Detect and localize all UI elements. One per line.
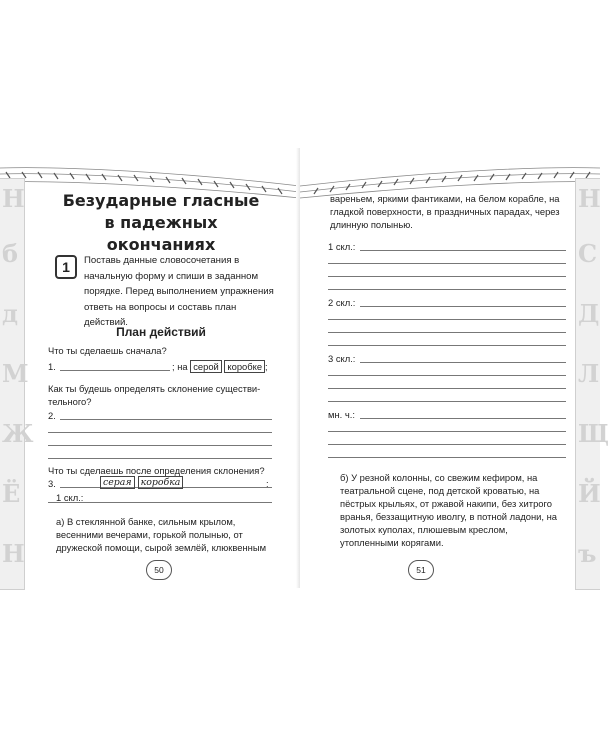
answer-line[interactable] — [328, 345, 566, 346]
answer-line[interactable] — [48, 502, 272, 503]
answer-line[interactable] — [60, 370, 170, 371]
answer-line[interactable] — [60, 419, 272, 420]
answer-line[interactable] — [328, 457, 566, 458]
declension-1-label: 1 скл.: — [328, 241, 356, 252]
page-number: 51 — [408, 560, 434, 580]
step-1-number: 1. — [48, 361, 56, 372]
question-2-line1: Как ты будешь определять склонение существи- — [48, 383, 261, 394]
answer-line[interactable] — [328, 401, 566, 402]
answer-line[interactable] — [328, 289, 566, 290]
declension-label: 1 скл.: — [56, 492, 84, 503]
answer-line[interactable] — [328, 276, 566, 277]
alphabet-strip-left: Н б д М Ж Ё Н — [0, 178, 25, 590]
answer-line[interactable] — [360, 306, 566, 307]
answer-line[interactable] — [48, 458, 272, 459]
answer-line[interactable] — [360, 250, 566, 251]
declension-2-label: 2 скл.: — [328, 297, 356, 308]
answer-line[interactable] — [328, 319, 566, 320]
step-3-number: 3. — [48, 478, 56, 489]
answer-line[interactable] — [328, 375, 566, 376]
exercise-part-b: б) У резной колонны, со свежим кефиром, на театральной сцене, под детской кроватью, на пёстрых крыльях, от ржавой накипи, без хитрого вранья, беззащитную иволгу, в потной ладони, на золотых куполах, плюшевым креслом, утопленными корягами. — [340, 472, 558, 548]
exercise-part-a: а) В стеклянной банке, сильным крылом, весенними вечерами, горькой полынью, от дружеской помощи, сырой землёй, клюквенным — [56, 516, 267, 553]
answer-line[interactable] — [360, 362, 566, 363]
answer-line[interactable] — [328, 444, 566, 445]
right-page — [300, 148, 609, 588]
question-2-line2: тельного? — [48, 396, 92, 407]
question-1: Что ты сделаешь сначала? — [48, 345, 167, 356]
left-page — [0, 148, 300, 588]
answer-line[interactable] — [328, 431, 566, 432]
exercise-number-badge: 1 — [55, 255, 77, 279]
page-number: 50 — [146, 560, 172, 580]
page-title: Безударные гласные в падежных окончаниях — [62, 191, 260, 254]
step-1-example: ; на серой коробке ; — [172, 361, 268, 372]
answer-line[interactable] — [48, 445, 272, 446]
plan-title: План действий — [116, 325, 206, 339]
step-3-handwritten-example: серая коробка — [100, 476, 183, 489]
question-3: Что ты сделаешь после определения склонения? — [48, 465, 265, 476]
step-2-number: 2. — [48, 410, 56, 421]
declension-3-label: 3 скл.: — [328, 353, 356, 364]
step-3-colon: : — [266, 478, 269, 489]
alphabet-strip-right: Н С Д Л Щ Й ъ — [575, 178, 600, 590]
book-spread — [0, 148, 609, 588]
answer-line[interactable] — [328, 263, 566, 264]
plural-label: мн. ч.: — [328, 409, 355, 420]
answer-line[interactable] — [328, 388, 566, 389]
answer-line[interactable] — [328, 332, 566, 333]
exercise-instruction: Поставь данные словосочетания в начальную форму и спиши в заданном порядке. Перед выполнением упражнения ответь на вопросы и составь план действий. — [84, 255, 274, 328]
answer-line[interactable] — [360, 418, 566, 419]
exercise-part-a-continuation: вареньем, яркими фантиками, на белом корабле, на гладкой поверхности, в праздничных парадах, через длинную полынью. — [330, 193, 560, 230]
answer-line[interactable] — [48, 432, 272, 433]
